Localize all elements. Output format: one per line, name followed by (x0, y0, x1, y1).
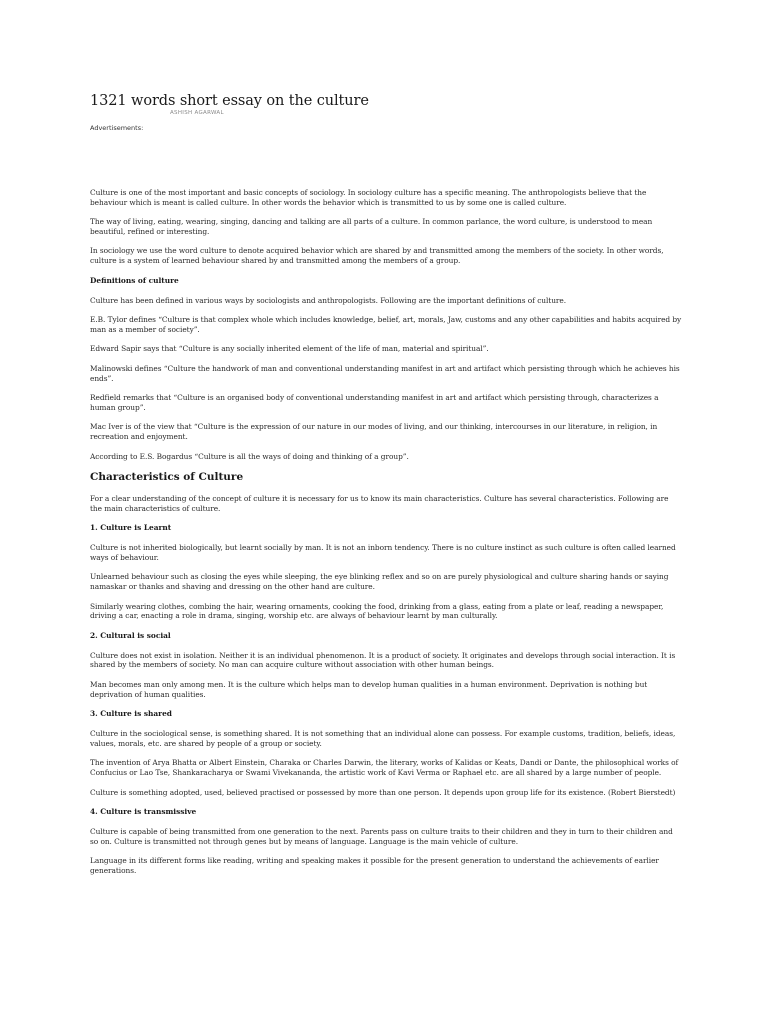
paragraph: Culture is not inherited biologically, but learnt socially by man. It is not an inborn tendency. There is no culture instinct as such culture is often called learned ways of behaviour. (90, 543, 676, 562)
paragraph: Mac Iver is of the view that “Culture is the expression of our nature in our modes of living, and our thinking, intercourses in our literature, in religion, in recreation and enjoyment. (90, 422, 658, 441)
characteristic-heading: 2. Cultural is social (90, 630, 171, 640)
paragraph: The way of living, eating, wearing, singing, dancing and talking are all parts of a culture. In common parlance, the word culture, is understood to mean beautiful, refined or interesting. (90, 217, 653, 236)
paragraph: Unlearned behaviour such as closing the eyes while sleeping, the eye blinking reflex and so on are purely physiological and culture sharing hands or saying namaskar or thanks and shaving and dressing on the other hand are culture. (90, 572, 669, 592)
advertisements-label: Advertisements: (90, 124, 144, 132)
definitions-heading: Definitions of culture (90, 275, 179, 285)
paragraph: Culture is one of the most important and basic concepts of sociology. In sociology culture has a specific meaning. The anthropologists believe that the behaviour which is meant is called culture. In other words the behavior which is transmitted to us by some one is called culture. (90, 188, 647, 207)
paragraph: Culture does not exist in isolation. Neither it is an individual phenomenon. It is a product of society. It originates and develops through social interaction. It is shared by the members of society. No man can acquire culture without association with other human beings. (90, 650, 676, 670)
paragraph: Culture is something adopted, used, believed practised or possessed by more than one person. It depends upon group life for its existence. (Robert Bierstedt) (90, 787, 676, 797)
paragraph: Culture has been defined in various ways by sociologists and anthropologists. Following are the important definitions of culture. (90, 295, 567, 305)
paragraph: Malinowski defines “Culture the handwork of man and conventional understanding manifest in art and artifact which persisting through which he achieves his ends”. (90, 363, 680, 383)
article-title: 1321 words short essay on the culture (90, 93, 369, 109)
characteristic-heading: 3. Culture is shared (90, 709, 172, 719)
author-name[interactable]: ASHISH AGARWAL (170, 110, 224, 116)
characteristic-heading: 1. Culture is Learnt (90, 523, 172, 533)
article (90, 92, 682, 886)
characteristic-heading: 4. Culture is transmissive (90, 807, 197, 817)
paragraph: Similarly wearing clothes, combing the hair, wearing ornaments, cooking the food, drinking from a glass, eating from a plate or leaf, reading a newspaper, driving a car, enacting a role in drama, singing, worship etc. are always of behaviour learnt by man culturally. (90, 601, 664, 621)
paragraph: Culture is capable of being transmitted from one generation to the next. Parents pass on culture traits to their children and they in turn to their children and so on. Culture is transmitted not through genes but by means of language. Language is the main vehicle of culture. (90, 827, 673, 846)
paragraph: E.B. Tylor defines “Culture is that complex whole which includes knowledge, belief, art, morals, Jaw, customs and any other capabilities and habits acquired by man as a member of society”. (90, 315, 682, 334)
characteristics-heading: Characteristics of Culture (90, 471, 244, 484)
paragraph: Man becomes man only among men. It is the culture which helps man to develop human qualities in a human environment. Deprivation is nothing but deprivation of human qualities. (90, 680, 648, 699)
paragraph: For a clear understanding of the concept of culture it is necessary for us to know its main characteristics. Culture has several characteristics. Following are the main characteristics of culture. (90, 494, 669, 513)
paragraph: Culture in the sociological sense, is something shared. It is not something that an individual alone can possess. For example customs, tradition, beliefs, ideas, values, morals, etc. are shared by people of a group or society. (90, 729, 676, 748)
paragraph: In sociology we use the word culture to denote acquired behavior which are shared by and transmitted among the members of the society. In other words, culture is a system of learned behaviour shared by and transmitted among the members of a group. (90, 246, 664, 265)
paragraph: The invention of Arya Bhatta or Albert Einstein, Charaka or Charles Darwin, the literary, works of Kalidas or Keats, Dandi or Dante, the philosophical works of Confucius or Lao Tse, Shankaracharya or Swami Vivekananda, the artistic work of Kavi Verma or Raphael etc. are all shared by a large number of people. (90, 758, 679, 777)
paragraph: Language in its different forms like reading, writing and speaking makes it possible for the present generation to understand the achievements of earlier generations. (90, 856, 659, 875)
paragraph: Edward Sapir says that “Culture is any socially inherited element of the life of man, material and spiritual”. (90, 344, 489, 354)
paragraph: According to E.S. Bogardus “Culture is all the ways of doing and thinking of a group”. (90, 451, 409, 461)
paragraph: Redfield remarks that “Culture is an organised body of conventional understanding manifest in art and artifact which persisting through, characterizes a human group”. (90, 393, 659, 412)
ad-slot (90, 133, 682, 188)
